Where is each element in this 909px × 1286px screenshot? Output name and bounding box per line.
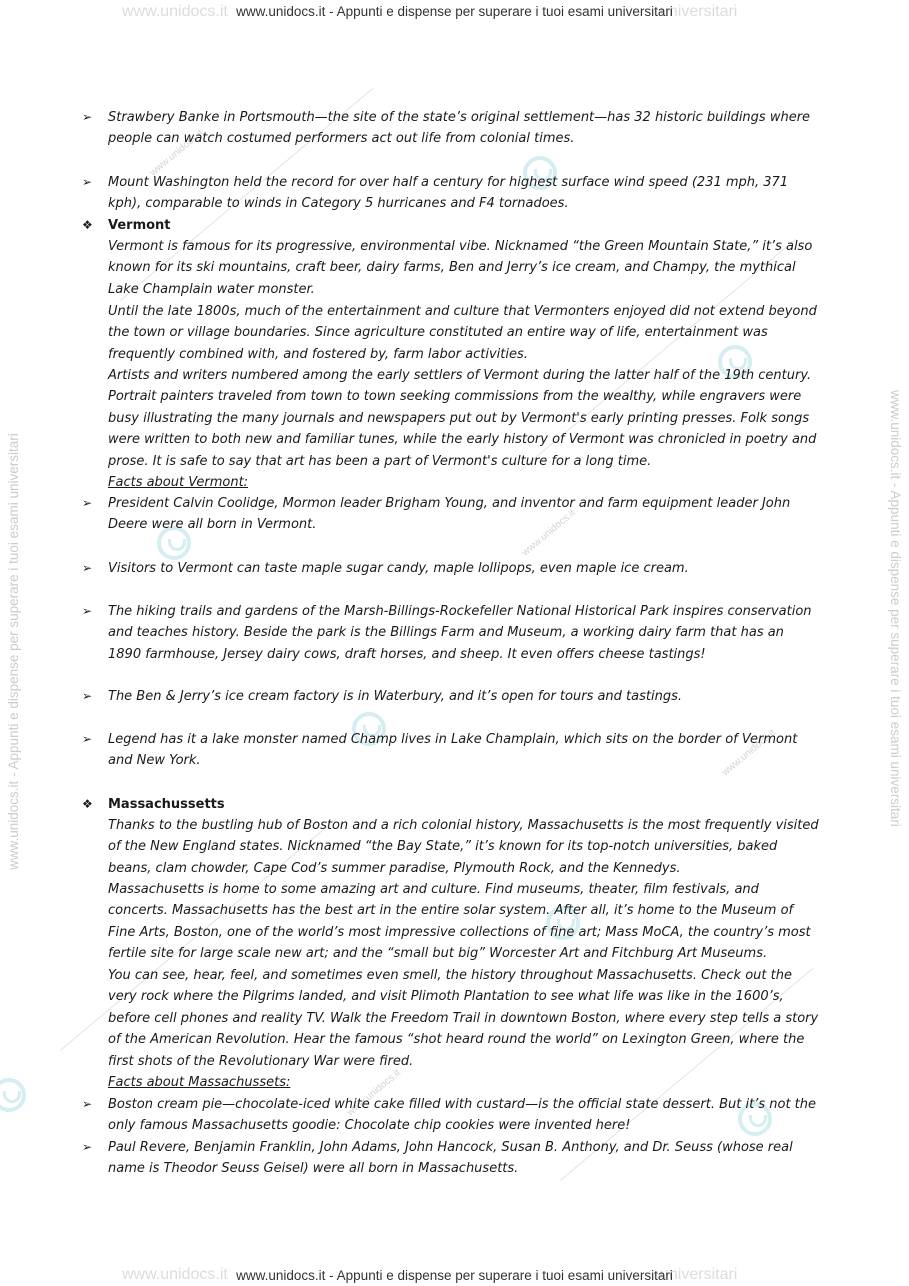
arrow-bullet-icon: ➢ (82, 175, 93, 189)
paragraph: Massachusetts is home to some amazing art and culture. Find museums, theater, film festivals, and concerts. Massachusetts has the best art in the entire solar system. After all, it’s home to the Museum of Fine Arts, Boston, one of the world’s most impressive collections of fine art; Mass MoCA, the country’s most fertile site for large scale new art; and the “small but big” Worcester Art and Fitchburg Art Museums. (108, 882, 811, 962)
left-side-watermark: www.unidocs.it - Appunti e dispense per superare i tuoi esami universitari (6, 433, 21, 870)
arrow-bullet-icon: ➢ (82, 1097, 93, 1111)
header-ghost-text: www.unidocs.it (122, 3, 228, 20)
section-title-vermont: Vermont (108, 218, 171, 233)
header-ghost-text-right: universitari (660, 3, 738, 20)
facts-heading-text: Facts about Massachussets: (108, 1075, 291, 1090)
arrow-bullet-icon: ➢ (82, 732, 93, 746)
list-item: Mount Washington held the record for over half a century for highest surface wind speed (231 mph, 371 kph), comparable to winds in Category 5 hurricanes and F4 tornadoes. (108, 175, 789, 212)
list-item: The Ben & Jerry’s ice cream factory is in Waterbury, and it’s open for tours and tastings. (108, 689, 682, 704)
list-item: Boston cream pie—chocolate-iced white cake filled with custard—is the official state dessert. But it’s not the only famous Massachusetts goodie: Chocolate chip cookies were invented here! (108, 1097, 817, 1134)
arrow-bullet-icon: ➢ (82, 689, 93, 703)
list-item: President Calvin Coolidge, Mormon leader Brigham Young, and inventor and farm equipment leader John Deere were all born in Vermont. (108, 496, 791, 533)
section-title-massachusetts: Massachussetts (108, 797, 225, 812)
list-item: The hiking trails and gardens of the Marsh-Billings-Rockefeller National Historical Park inspires conservation and teaches history. Beside the park is the Billings Farm and Museum, a working dairy farm that has an 1890 farmhouse, Jersey dairy cows, draft horses, and sheep. It even offers cheese tastings! (108, 604, 812, 662)
watermark-small-text: www.unidocs.it (345, 1067, 403, 1119)
list-item: Visitors to Vermont can taste maple sugar candy, maple lollipops, even maple ice cream. (108, 561, 689, 576)
paragraph: Thanks to the bustling hub of Boston and a rich colonial history, Massachusetts is the most frequently visited of the New England states. Nicknamed “the Bay State,” it’s known for its top-notch universities, baked beans, clam chowder, Cape Cod’s summer paradise, Plymouth Rock, and the Kennedys. (108, 818, 819, 876)
watermark-small-text: www.unidocs.it (520, 507, 578, 559)
paragraph: Artists and writers numbered among the early settlers of Vermont during the latter half of the 19th century. Portrait painters traveled from town to town seeking commissions from the wealthy, while engravers were busy illustrating the many journals and newspapers put out by Vermont's early printing presses. Folk songs were written to both new and familiar tunes, while the early history of Vermont was chronicled in poetry and prose. It is safe to say that art has been a part of Vermont's culture for a long time. (108, 368, 817, 469)
facts-heading-text: Facts about Vermont: (108, 475, 249, 490)
facts-heading-massachusetts (108, 1072, 820, 1093)
diamond-bullet-icon: ❖ (82, 797, 93, 811)
watermark-small-text: www.unidocs.it (148, 127, 206, 179)
arrow-bullet-icon: ➢ (82, 1140, 93, 1154)
paragraph: You can see, hear, feel, and sometimes even smell, the history throughout Massachusetts. Check out the very rock where the Pilgrims landed, and visit Plimoth Plantation to see what life was like in the 1600’s, before cell phones and reality TV. Walk the Freedom Trail in downtown Boston, where every step tells a story of the American Revolution. Hear the famous “shot heard round the world” on Lexington Green, where the first shots of the Revolutionary War were fired. (108, 968, 819, 1069)
arrow-bullet-icon: ➢ (82, 604, 93, 618)
list-item: Legend has it a lake monster named Champ lives in Lake Champlain, which sits on the border of Vermont and New York. (108, 732, 798, 769)
unidocs-logo-icon (0, 1078, 26, 1112)
list-item: Strawbery Banke in Portsmouth—the site of the state’s original settlement—has 32 historic buildings where people can watch costumed performers act out life from colonial times. (108, 110, 811, 147)
arrow-bullet-icon: ➢ (82, 110, 93, 124)
footer-ghost-text-right: universitari (660, 1266, 738, 1283)
arrow-bullet-icon: ➢ (82, 496, 93, 510)
paragraph: Vermont is famous for its progressive, environmental vibe. Nicknamed “the Green Mountain State,” it’s also known for its ski mountains, craft beer, dairy farms, Ben and Jerry’s ice cream, and Champy, the mythical Lake Champlain water monster. (108, 239, 813, 297)
arrow-bullet-icon: ➢ (82, 561, 93, 575)
right-side-watermark: www.unidocs.it - Appunti e dispense per superare i tuoi esami universitari (888, 390, 903, 827)
diamond-bullet-icon: ❖ (82, 218, 93, 232)
footer-text: www.unidocs.it - Appunti e dispense per superare i tuoi esami universitari (236, 1268, 673, 1283)
header-text: www.unidocs.it - Appunti e dispense per superare i tuoi esami universitari (236, 4, 673, 19)
watermark-small-text: www.unidocs.it (720, 727, 778, 779)
facts-heading-vermont (108, 472, 820, 493)
list-item: Paul Revere, Benjamin Franklin, John Adams, John Hancock, Susan B. Anthony, and Dr. Seuss (whose real name is Theodor Seuss Geisel) were all born in Massachusetts. (108, 1140, 793, 1177)
footer-ghost-text: www.unidocs.it (122, 1266, 228, 1283)
paragraph: Until the late 1800s, much of the entertainment and culture that Vermonters enjoyed did not extend beyond the town or village boundaries. Since agriculture constituted an entire way of life, entertainment was frequently combined with, and fostered by, farm labor activities. (108, 304, 817, 362)
